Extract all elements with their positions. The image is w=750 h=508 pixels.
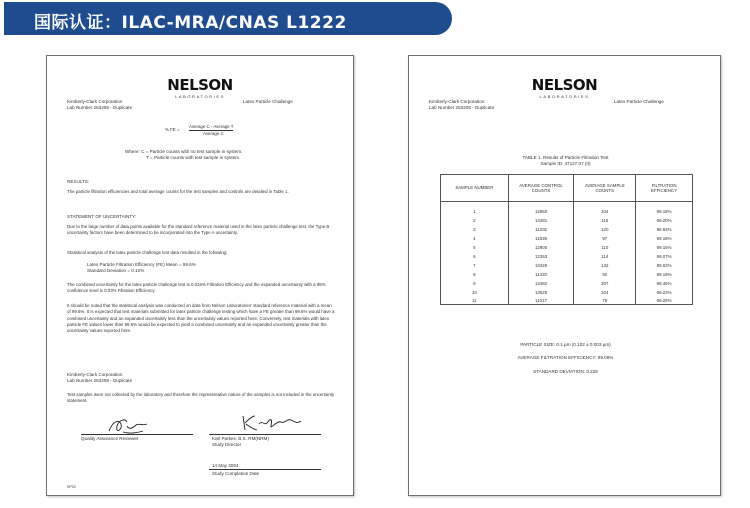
completion-date: 14 May 2004 — [212, 463, 239, 468]
table-cell: 114 — [574, 252, 636, 261]
table-cell: 13526 — [508, 288, 574, 297]
table-cell: 99.20% — [636, 216, 693, 225]
table-cell: 98.93% — [636, 225, 693, 234]
table-cell: 99.19% — [636, 270, 693, 279]
stat-mean: Latex Particle Filtration Efficiency (FE) Mean = 99.6% — [87, 262, 196, 267]
table-cell: 11420 — [508, 270, 574, 279]
results-heading: RESULTS: — [67, 179, 90, 184]
completion-date-label: Study Completion Date — [212, 471, 260, 476]
director-name: Karl Parkes, B.S. RM(NRM) — [212, 436, 269, 441]
header-client: Kimberly-Clark Corporation — [429, 99, 485, 104]
table-cell: 9 — [441, 279, 509, 288]
table-cell: 14281 — [508, 216, 574, 225]
certification-banner — [4, 2, 452, 35]
completion-date-line — [209, 469, 321, 470]
results-text: The particle filtration efficiencies and total average counts for the test samples and controls are detailed in Table 1. — [67, 189, 289, 194]
table-row — [441, 225, 693, 234]
table-cell: 12263 — [508, 252, 574, 261]
director-title: Study Director — [212, 442, 242, 447]
stat-std-dev: Standard Deviation = 0.12% — [87, 268, 145, 273]
uncertainty-paragraph-1: Due to the large number of data points available for the standard reference material used in the latex particle challenge test, the Type B uncertainty factors have been determined to be incorporated into the Type A uncertainty. — [67, 224, 330, 236]
table-cell: 11017 — [508, 297, 574, 304]
column-header: AVERAGE CONTROL COUNTS — [508, 175, 574, 202]
table-cell: 1 — [441, 207, 509, 216]
table-row — [441, 288, 693, 297]
report-page-results-table — [408, 55, 721, 496]
where-c: Where: C = Particle counts with no test sample in system. — [125, 149, 243, 154]
footer-lab-number: Lab Number 263208 - Duplicate — [67, 378, 133, 383]
director-signature-line — [209, 434, 321, 435]
page-code: SP02 — [67, 485, 76, 489]
header-test-name: Latex Particle Challenge — [243, 99, 293, 104]
table-cell: 11 — [441, 297, 509, 304]
table-cell: 99.07% — [636, 252, 693, 261]
nelson-logo: NELSON LABORATORIES — [167, 76, 233, 99]
nelson-logo: NELSON LABORATORIES — [531, 76, 598, 99]
table-cell: 13482 — [508, 279, 574, 288]
table-cell: 104 — [574, 207, 636, 216]
table-cell: 99.18% — [636, 207, 693, 216]
banner-title: 国际认证：ILAC-MRA/CNAS L1222 — [34, 13, 347, 33]
filtration-results-table — [440, 174, 693, 305]
table-cell: 5 — [441, 243, 509, 252]
table-cell: 99.15% — [636, 243, 693, 252]
table-row — [441, 207, 693, 216]
table-subtitle: Sample ID: 47127.07 (II) — [540, 161, 591, 166]
table-cell: 3 — [441, 225, 509, 234]
table-cell: 8 — [441, 270, 509, 279]
standard-deviation: STANDARD DEVIATION: 0.228 — [533, 369, 598, 374]
reviewer-signature-line — [81, 434, 193, 435]
table-cell: 11202 — [508, 225, 574, 234]
uncertainty-paragraph-3: The combined uncertainty for the latex particle challenge test is 0.016% Filtration Efficiency and the expanded uncertainty with a 95% confidence level is 0.03% Filtration Efficiency. — [67, 282, 326, 294]
report-page-uncertainty: NELSON LABORATORIES Kimberly-Clark Corporation Lab Number 263208 - Duplicate Latex Particle Challenge % FE = Average C - Average T Average C Where: C = Particle counts with no test sample in system. T = Particle counts with test sample in system. RESULTS: The particle filtration efficiencies and total average counts for the test samples and controls are detailed in Table 1. STATEMENT OF UNCERTAINTY: Due to the large number of data points available for the standard reference material used in the latex particle challenge test, the Type B uncertainty factors have been determined to be incorporated into the Type A uncertainty. Statistical analysis of the latex particle challenge test data resulted in the following: Latex Particle Filtration Efficiency (FE) Mean = 99.6% Standard Deviation = 0.12% The combined uncertainty for the latex particle challenge test is 0.016% Filtration Efficiency and the expanded uncertainty with a 95% confidence level is 0.03% Filtration Efficiency. It should be noted that the statistical analysis was conducted on data from Nelson Laboratories' standard reference material with a mean of 99.6%. It is expected that test materials submitted for latex particle challenge testing which have a FE greater than 99.6% would have a combined uncertainty and an expanded uncertainty less than the uncertainty values reported here. Conversely, test materials with latex particle FE values lower than 99.6% would be expected to yield a combined uncertainty and an expanded uncertainty greater than the uncertainty values reported here. Kimberly-Clark Corporation Lab Number 263208 - Duplicate Test samples were not collected by the laboratory and therefore the representative nature of the samples is not included in the uncertainty statement. Quality Assurance Reviewer Karl Parkes, B.S. RM(NRM) Study Director 14 May 2004 Study Completion Date SP02 — [46, 55, 354, 496]
table-cell: 115 — [574, 216, 636, 225]
table-cell: 99.28% — [636, 297, 693, 304]
table-title: TABLE 1. Results of Particle Filtration Test — [522, 155, 609, 160]
table-row — [441, 252, 693, 261]
table-cell: 2 — [441, 216, 509, 225]
header-client: Kimberly-Clark Corporation — [67, 99, 123, 104]
reviewer-signature — [103, 416, 153, 438]
table-cell: 13429 — [508, 261, 574, 270]
uncertainty-paragraph-2: Statistical analysis of the latex particle challenge test data resulted in the following: — [67, 250, 228, 255]
table-row — [441, 216, 693, 225]
particle-size: PARTICLE SIZE: 0.1 µm (0.102 ± 0.003 µm) — [520, 342, 611, 347]
table-row — [441, 261, 693, 270]
table-row — [441, 279, 693, 288]
header-lab-number: Lab Number 263208 - Duplicate — [429, 105, 495, 110]
table-cell: 7 — [441, 261, 509, 270]
reviewer-label: Quality Assurance Reviewer — [81, 436, 139, 441]
table-cell: 6 — [441, 252, 509, 261]
column-header: FILTRATION EFFICIENCY — [636, 175, 693, 202]
header-test-name: Latex Particle Challenge — [614, 99, 664, 104]
table-row — [441, 297, 693, 304]
where-t: T = Particle counts with test sample in system. — [146, 155, 241, 160]
header-lab-number: Lab Number 263208 - Duplicate — [67, 105, 133, 110]
footer-client: Kimberly-Clark Corporation — [67, 372, 123, 377]
table-row — [441, 243, 693, 252]
table-cell: 11839 — [508, 234, 574, 243]
table-cell: 12650 — [508, 207, 574, 216]
table-cell: 10 — [441, 288, 509, 297]
table-row — [441, 234, 693, 243]
average-filtration-efficiency: AVERAGE FILTRATION EFFICIENCY: 99.09% — [517, 355, 614, 360]
uncertainty-paragraph-4: It should be noted that the statistical analysis was conducted on data from Nelson Laboratories' standard reference material with a mean of 99.6%. It is expected that test materials submitted for latex particle challenge testing which have a FE greater than 99.6% would have a combined uncertainty and an expanded uncertainty less than the uncertainty values reported here. Conversely, test materials with latex particle FE values lower than 99.6% would be expected to yield a combined uncertainty and an expanded uncertainty greater than the uncertainty values reported here. — [67, 303, 335, 334]
table-cell: 104 — [574, 288, 636, 297]
table-cell: 12900 — [508, 243, 574, 252]
table-cell: 4 — [441, 234, 509, 243]
table-cell: 79 — [574, 297, 636, 304]
column-header: AVERAGE SAMPLE COUNTS — [574, 175, 636, 202]
table-cell: 132 — [574, 261, 636, 270]
table-row — [441, 270, 693, 279]
table-cell: 99.18% — [636, 234, 693, 243]
table-cell: 97 — [574, 234, 636, 243]
table-cell: 110 — [574, 243, 636, 252]
column-header: SAMPLE NUMBER — [441, 175, 509, 202]
table-cell: 92 — [574, 270, 636, 279]
uncertainty-heading: STATEMENT OF UNCERTAINTY: — [67, 214, 137, 219]
footer-paragraph: Test samples were not collected by the laboratory and therefore the representative nature of the samples is not included in the uncertainty statement. — [67, 392, 335, 404]
table-cell: 98.46% — [636, 279, 693, 288]
director-signature — [237, 412, 307, 434]
table-cell: 99.23% — [636, 288, 693, 297]
table-header-row — [441, 175, 693, 202]
table-cell: 120 — [574, 225, 636, 234]
table-cell: 99.02% — [636, 261, 693, 270]
table-cell: 207 — [574, 279, 636, 288]
